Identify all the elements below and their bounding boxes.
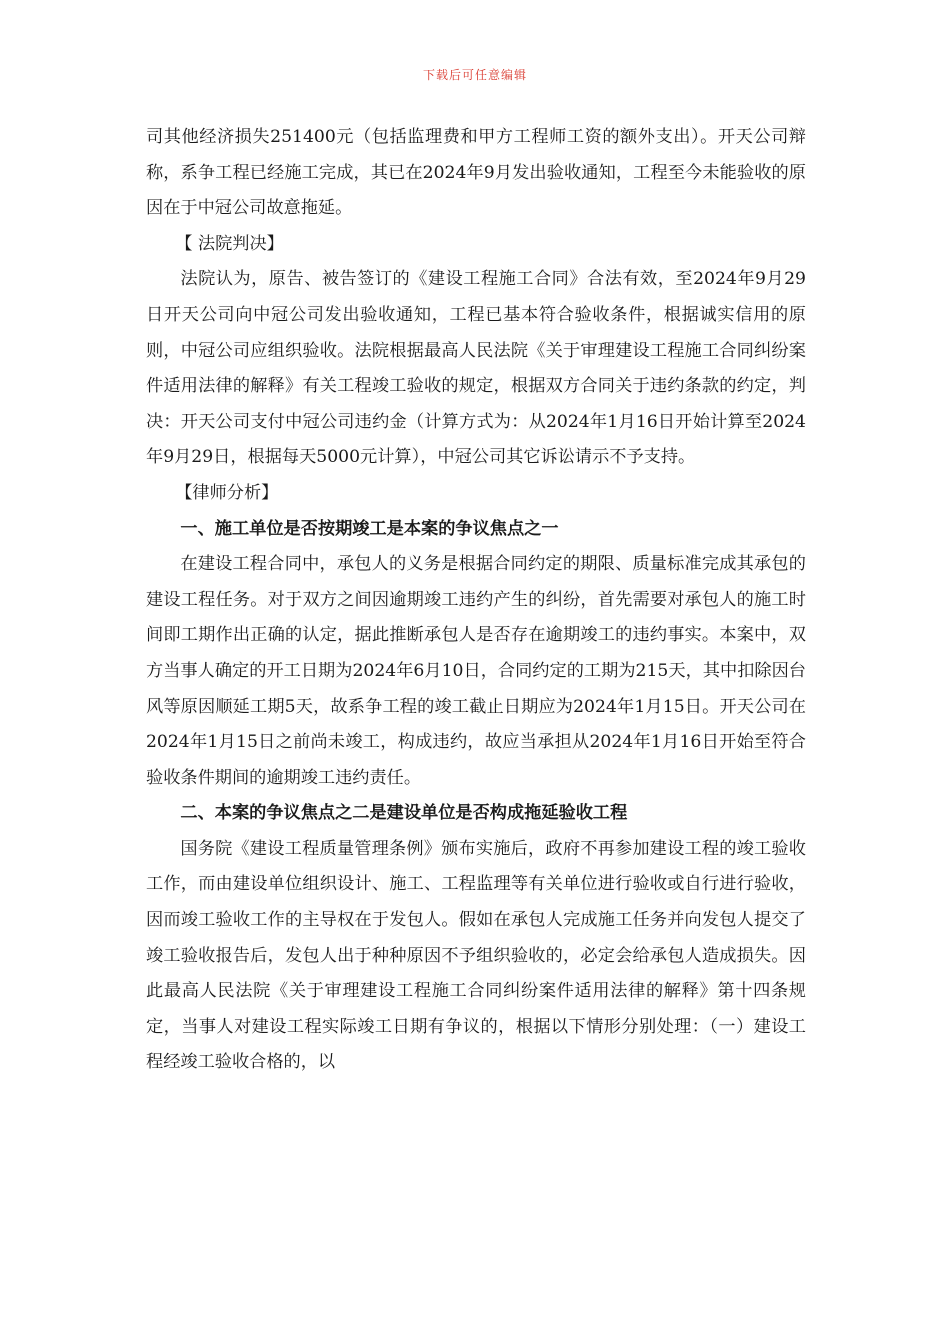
page-header: 下载后可任意编辑 xyxy=(422,68,527,82)
paragraph-continuation: 司其他经济损失251400元（包括监理费和甲方工程师工资的额外支出）。开天公司辩称，系争工程已经施工完成，其已在2024年9月发出验收通知，工程至今未能验收的原因在于中冠公司故意拖延。 xyxy=(146,127,806,219)
section-label-lawyer-analysis: 【律师分析】 xyxy=(175,482,279,503)
paragraph-dispute-point-one: 在建设工程合同中，承包人的义务是根据合同约定的期限、质量标准完成其承包的建设工程任务。对于双方之间因逾期竣工违约产生的纠纷，首先需要对承包人的施工时间即工期作出正确的认定，据此推断承包人是否存在逾期竣工的违约事实。本案中，双方当事人确定的开工日期为2024年6月10日，合同约定的工期为215天，其中扣除因台风等原因顺延工期5天，故系争工程的竣工截止日期应为2024年1月15日。开天公司在2024年1月15日之前尚未竣工，构成违约，故应当承担从2024年1月16日开始至符合验收条件期间的逾期竣工违约责任。 xyxy=(146,554,806,788)
heading-dispute-point-one: 一、施工单位是否按期竣工是本案的争议焦点之一 xyxy=(180,518,559,539)
document-body xyxy=(146,120,806,1081)
paragraph-court-judgment: 法院认为，原告、被告签订的《建设工程施工合同》合法有效，至2024年9月29日开天公司向中冠公司发出验收通知，工程已基本符合验收条件，根据诚实信用的原则，中冠公司应组织验收。法院根据最高人民法院《关于审理建设工程施工合同纠纷案件适用法律的解释》有关工程竣工验收的规定，根据双方合同关于违约条款的约定，判决：开天公司支付中冠公司违约金（计算方式为：从2024年1月16日开始计算至2024年9月29日，根据每天5000元计算），中冠公司其它诉讼请示不予支持。 xyxy=(146,269,806,468)
section-label-court-judgment: 【 法院判决】 xyxy=(175,233,284,254)
paragraph-dispute-point-two: 国务院《建设工程质量管理条例》颁布实施后，政府不再参加建设工程的竣工验收工作，而由建设单位组织设计、施工、工程监理等有关单位进行验收或自行进行验收，因而竣工验收工作的主导权在于发包人。假如在承包人完成施工任务并向发包人提交了竣工验收报告后，发包人出于种种原因不予组织验收的，必定会给承包人造成损失。因此最高人民法院《关于审理建设工程施工合同纠纷案件适用法律的解释》第十四条规定，当事人对建设工程实际竣工日期有争议的，根据以下情形分别处理：（一）建设工程经竣工验收合格的，以 xyxy=(146,838,806,1073)
heading-dispute-point-two: 二、本案的争议焦点之二是建设单位是否构成拖延验收工程 xyxy=(180,803,628,824)
